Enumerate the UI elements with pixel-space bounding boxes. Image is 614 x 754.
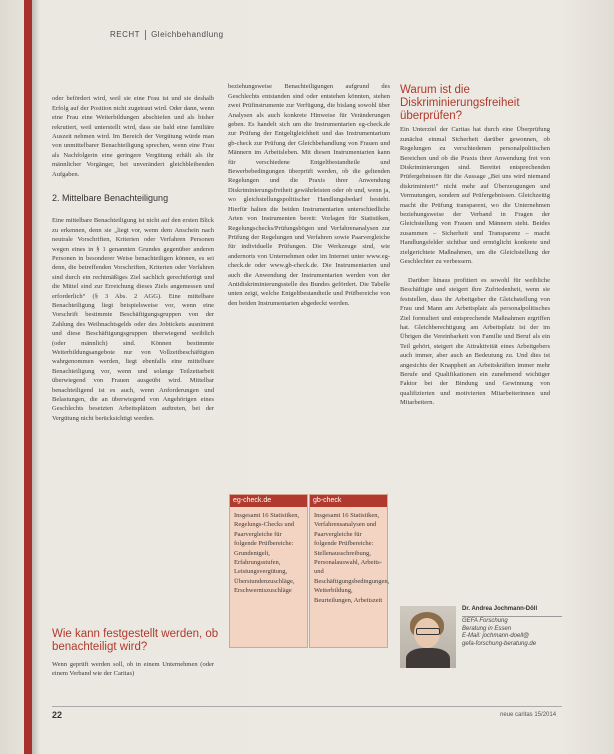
running-header [110, 30, 224, 40]
column-2-paragraph-1: beziehungsweise Benachteiligungen aufgrund des Geschlechts entstanden sind oder entstehen könnten, stehen zwei Prüfinstrumente zur Verfügung, die bislang sowohl über Analysen als auch konkrete Hinweise für Veränderungen geben. Es handelt sich um die Instrumentarien eg-check.de zur Prüfung der Entgeltgleichheit und das Instrumentarium gb-check zur Prüfung der Gleichbehandlung von Frauen und Männern im Arbeitsleben. Mit diesen Instrumentarien kann für verschiedene Entgeltbestandteile und Bewerbebedingungen überprüft werden, ob die geltenden Regelungen und die Praxis ihrer Anwendung Diskriminierungsfreiheit gewährleisten oder ob und, wenn ja, wo gleichstellungspolitischer Handlungsbedarf besteht. Hierfür halten die beiden Instrumentarien unterschiedliche Arten von Instrumenten bereit: Vorlagen für Statistiken, Regelungschecks/Prüfungsbögen und Verfahrenanalysen zur Prüfung der Regelungen und Verfahren sowie Paarvergleiche für individuelle Prüfungen. Die Werkzeuge sind, wie andernorts von Unternehmen oder im Internet unter www.eg-check.de oder www.gb-check.de. Die Instrumentarien und auch die Anwendung der Instrumentarien werden von der Antidiskriminierungsstelle des Bundes gefördert. Die Tabelle unten zeigt, welche Entgeltbestandteile und Prüfbereiche von den beiden Instrumentarien abgedeckt werden. [228, 83, 390, 307]
author-role: GEFA Forschung [462, 618, 508, 624]
info-box-eg-check [229, 494, 308, 648]
column-1 [52, 85, 214, 433]
header-section: RECHT [110, 30, 141, 40]
section-heading-festgestellt: Wie kann festgestellt werden, ob benachteiligt wird? [52, 628, 219, 653]
column-1-paragraph-1: oder befördert wird, weil sie eine Frau ist und sie deshalb Erfolg auf der Position nicht zugetraut wird. Oder dann, wenn eine Frau eine Weiterbildungen abschiefen und als bisher rekrutiert, weil unterstellt wird, dass sie bald eine familiäre Auszeit nehmen wird. Im Bereich der Vergütung würde man von unmittelbarer Benachteiligung sprechen, wenn eine Frau als Nachfolgerin eine geringere Vergütung erhält als ihr männlicher Vorgänger, bei unverändert gleichbleibenden Aufgaben. [52, 95, 214, 178]
header-divider [145, 30, 146, 40]
author-info [462, 606, 562, 648]
info-box-gb-check-text: Insgesamt 16 Statistiken, Verfahrensanalysen und Paarvergleiche für folgende Prüfbereiche: Stellenausschreibung, Personalauswahl, Arbeits- und Beschäftigungsbedingungen, Weiterbildung, Beurteilungen, Arbeitszeit [314, 512, 390, 604]
column-3 [400, 116, 550, 417]
red-margin-bar [24, 0, 32, 754]
footer-rule [52, 706, 562, 707]
section-heading-warum: Warum ist die Diskriminierungsfreiheit überprüfen? [400, 84, 520, 122]
info-box-gb-check [309, 494, 388, 648]
author-photo-body [406, 648, 450, 668]
magazine-issue: neue caritas 15/2014 [500, 712, 557, 718]
column-1-paragraph-3: Wenn geprüft werden soll, ob in einem Unternehmen (oder einem Verband wie der Caritas) [52, 661, 214, 678]
info-box-gb-check-title: gb-check [310, 495, 387, 507]
author-email-2: gefa-forschung-beratung.de [462, 640, 537, 647]
author-photo-glasses [416, 628, 440, 635]
info-box-eg-check-text: Insgesamt 16 Statistiken, Regelungs-Checks und Paarvergleiche für folgende Prüfbereiche: Grundentgelt, Erfahrungsstufen, Leistungsvergütung, Überstundenzuschläge, Erschwerniszuschläge [234, 512, 300, 595]
column-1-paragraph-2: Eine mittelbare Benachteiligung ist nicht auf den ersten Blick zu erkennen, denn sie „liegt vor, wenn dem Anschein nach neutrale Vorschriften, Kriterien oder Verfahren Personen wegen eines in § 1 genannten Grundes gegenüber anderen Personen in besonderer Weise benachteiligen können, es sei denn, die betreffenden Vorschriften, Kriterien oder Verfahren sind durch ein rechtmäßiges Ziel sachlich gerechtfertigt und die Mittel sind zur Erreichung dieses Ziels angemessen und erforderlich“ (§ 3 Abs. 2 AGG). Eine mittelbare Benachteiligung liegt beispielsweise vor, wenn eine Vorschrift bestimmte Beschäftigungsgruppen von der Zahlung des Weihnachtsgelds oder des Jobtickets ausnimmt und diese Beschäftigungsgruppen überwiegend weiblich (oder männlich) sind. Können bestimmte Weiterbildungsangebote nur von Vollzeitbeschäftigten wahrgenommen werden, liegt ebenfalls eine mittelbare Benachteiligung vor, wenn und solange Teilzeitarbeit überwiegend von Frauen ausgeübt wird. Mittelbar benachteiligend ist es auch, wenn Anforderungen und Belastungen, die an überwiegend von Angehörigen eines Geschlechts besetzten Arbeitsplätzen auftreten, bei der Vergütung nicht berücksichtigt werden. [52, 217, 214, 422]
column-2 [228, 73, 390, 318]
section-heading-mittelbare: 2. Mittelbare Benachteiligung [52, 193, 169, 204]
page-number: 22 [52, 710, 63, 720]
author-name: Dr. Andrea Jochmann-Döll [462, 606, 538, 612]
author-rule [462, 616, 562, 617]
column-3-paragraph-2: Darüber hinaus profitiert es sowohl für weibliche Beschäftigte und steigert ihre Zufriedenheit, wenn sie feststellen, dass ihr Arbeitgeber die Gleichstellung von Frau und Mann am Arbeitsplatz als personalpolitisches Ziel formuliert und entsprechende Maßnahmen ergriffen hat. Gleichberechtigung am Arbeitsplatz ist der im Übrigen die Vereinbarkeit von Familie und Beruf als ein Teil gehört, steigert die Attraktivität eines Arbeitgebers auch immer, aber auch an Bedeutung zu. Und dies ist angesichts der Knappheit an Arbeitskräften immer mehr Berufe und Qualifikationen ein zunehmend wichtiger Faktor bei der Bindung und Gewinnung von qualifizierten und motivierten Mitarbeiterinnen und Mitarbeitern. [400, 276, 550, 407]
author-email-1: E-Mail: jochmann-doell@ [462, 633, 530, 639]
column-3-paragraph-1: Ein Unterziel der Caritas hat durch eine Überprüfung zunächst einmal Sicherheit darüber gewonnen, ob Regelungen zu verschiedenen personalpolitischen Bereichen und ob die Praxis ihrer Anwendung frei von Diskriminierungen sind. Bereitet entsprechenden Prüfergebnissen für die Aussage „Bei uns wird niemand diskriminiert!“ nicht mehr auf Überzeugungen und Vermutungen, sondern auf Prüfergebnissen. Gleichzeitig macht die Prüfung transparent, wo die Unternehmen beziehungsweise der Verband in Fragen der Gleichstellung von Frauen und Männern steht. Beides zusammen – Sicherheit und Transparenz – macht Handlungsfelder sichtbar und ermöglicht konkrete und zielgerichtete Maßnahmen, um die Gleichstellung der Geschlechter zu verbessern. [400, 126, 550, 266]
spine-shadow [32, 0, 40, 754]
author-line-3: Beratung in Essen [462, 625, 512, 632]
author-photo [400, 606, 456, 668]
info-box-eg-check-title: eg-check.de [230, 495, 307, 507]
header-topic: Gleichbehandlung [151, 30, 224, 40]
